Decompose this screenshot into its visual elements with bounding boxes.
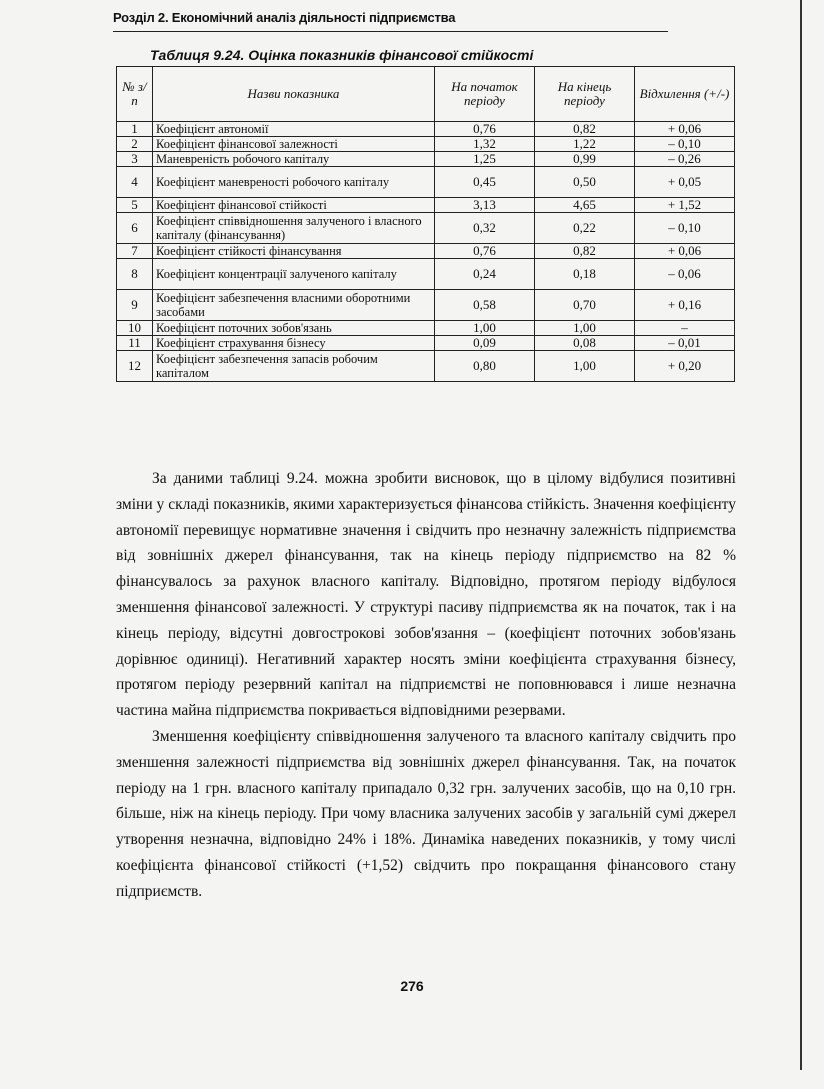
indicator-name: Коефіцієнт поточних зобов'язань xyxy=(153,321,435,336)
header-rule xyxy=(113,31,668,32)
value-end: 0,50 xyxy=(535,167,635,198)
value-deviation: – 0,26 xyxy=(635,152,735,167)
value-start: 0,45 xyxy=(435,167,535,198)
value-deviation: + 0,06 xyxy=(635,122,735,137)
table-row xyxy=(117,290,735,321)
table-row xyxy=(117,213,735,244)
table-row xyxy=(117,152,735,167)
value-start: 0,58 xyxy=(435,290,535,321)
value-start: 1,25 xyxy=(435,152,535,167)
value-end: 0,99 xyxy=(535,152,635,167)
value-start: 0,76 xyxy=(435,244,535,259)
value-deviation: + 0,06 xyxy=(635,244,735,259)
table-row xyxy=(117,137,735,152)
row-number: 9 xyxy=(117,290,153,321)
value-start: 3,13 xyxy=(435,198,535,213)
value-end: 4,65 xyxy=(535,198,635,213)
value-end: 0,82 xyxy=(535,122,635,137)
indicator-name: Маневреність робочого капіталу xyxy=(153,152,435,167)
value-deviation: – 0,10 xyxy=(635,213,735,244)
indicator-name: Коефіцієнт автономії xyxy=(153,122,435,137)
table-row xyxy=(117,336,735,351)
row-number: 11 xyxy=(117,336,153,351)
body-text xyxy=(116,466,736,905)
indicator-name: Коефіцієнт стійкості фінансування xyxy=(153,244,435,259)
value-deviation: – 0,10 xyxy=(635,137,735,152)
value-start: 0,76 xyxy=(435,122,535,137)
value-end: 0,22 xyxy=(535,213,635,244)
financial-stability-table xyxy=(116,66,735,382)
indicator-name: Коефіцієнт забезпечення запасів робочим капіталом xyxy=(153,351,435,382)
column-header-number: № з/п xyxy=(117,67,153,122)
value-start: 0,32 xyxy=(435,213,535,244)
table-caption: Таблиця 9.24. Оцінка показників фінансової стійкості xyxy=(150,47,534,63)
value-deviation: – 0,06 xyxy=(635,259,735,290)
paragraph: Зменшення коефіцієнту співвідношення залученого та власного капіталу свідчить про зменшення залежності підприємства від зовнішніх джерел фінансування. Так, на початок періоду на 1 грн. власного капіталу припадало 0,32 грн. залучених засобів, що на 0,10 грн. більше, ніж на кінець періоду. При чому власника залучених засобів у загальній сумі джерел утворення незначна, відповідно 24% і 18%. Динаміка наведених показників, у тому числі коефіцієнта фінансової стійкості (+1,52) свідчить про покращання фінансового стану підприємств. xyxy=(116,727,736,900)
table-header-row xyxy=(117,67,735,122)
page-number: 276 xyxy=(400,978,424,994)
value-end: 0,82 xyxy=(535,244,635,259)
value-end: 1,00 xyxy=(535,351,635,382)
table-row xyxy=(117,198,735,213)
row-number: 3 xyxy=(117,152,153,167)
value-deviation: + 0,20 xyxy=(635,351,735,382)
row-number: 6 xyxy=(117,213,153,244)
value-start: 1,00 xyxy=(435,321,535,336)
row-number: 7 xyxy=(117,244,153,259)
value-deviation: + 0,16 xyxy=(635,290,735,321)
table-row xyxy=(117,259,735,290)
value-deviation: – xyxy=(635,321,735,336)
row-number: 1 xyxy=(117,122,153,137)
value-start: 0,09 xyxy=(435,336,535,351)
value-end: 0,18 xyxy=(535,259,635,290)
paragraph: За даними таблиці 9.24. можна зробити висновок, що в цілому відбулися позитивні зміни у складі показників, якими характеризується фінансова стійкість. Значення коефіцієнту автономії перевищує нормативне значення і свідчить про незначну залежність підприємства від зовнішніх джерел фінансування, так на кінець періоду підприємство на 82 % фінансувалось за рахунок власного капіталу. Відповідно, протягом періоду відбулося зменшення фінансової залежності. У структурі пасиву підприємства як на початок, так і на кінець періоду, відсутні довгострокові зобов'язання – (коефіцієнт поточних зобов'язань дорівнює одиниці). Негативний характер носять зміни коефіцієнта страхування бізнесу, протягом періоду резервний капітал на підприємстві не поповнювався і лише незначна частина майна підприємства покривається відповідними резервами. xyxy=(116,470,736,720)
value-deviation: – 0,01 xyxy=(635,336,735,351)
column-header-start: На початок періоду xyxy=(435,67,535,122)
value-deviation: + 0,05 xyxy=(635,167,735,198)
table-row xyxy=(117,244,735,259)
column-header-deviation: Відхилення (+/-) xyxy=(635,67,735,122)
row-number: 4 xyxy=(117,167,153,198)
table-row xyxy=(117,321,735,336)
running-header: Розділ 2. Економічний аналіз діяльності підприємства xyxy=(113,10,456,25)
value-start: 0,24 xyxy=(435,259,535,290)
indicator-name: Коефіцієнт фінансової залежності xyxy=(153,137,435,152)
indicator-name: Коефіцієнт страхування бізнесу xyxy=(153,336,435,351)
indicator-name: Коефіцієнт забезпечення власними оборотними засобами xyxy=(153,290,435,321)
indicator-name: Коефіцієнт маневреності робочого капіталу xyxy=(153,167,435,198)
value-end: 0,70 xyxy=(535,290,635,321)
value-start: 0,80 xyxy=(435,351,535,382)
indicator-name: Коефіцієнт співвідношення залученого і власного капіталу (фінансування) xyxy=(153,213,435,244)
row-number: 12 xyxy=(117,351,153,382)
indicator-name: Коефіцієнт фінансової стійкості xyxy=(153,198,435,213)
column-header-name: Назви показника xyxy=(153,67,435,122)
value-deviation: + 1,52 xyxy=(635,198,735,213)
row-number: 2 xyxy=(117,137,153,152)
value-end: 1,22 xyxy=(535,137,635,152)
column-header-end: На кінець періоду xyxy=(535,67,635,122)
row-number: 10 xyxy=(117,321,153,336)
page-edge-line xyxy=(800,0,802,1070)
indicator-name: Коефіцієнт концентрації залученого капіталу xyxy=(153,259,435,290)
table-row xyxy=(117,167,735,198)
value-end: 0,08 xyxy=(535,336,635,351)
value-end: 1,00 xyxy=(535,321,635,336)
row-number: 8 xyxy=(117,259,153,290)
value-start: 1,32 xyxy=(435,137,535,152)
table-row xyxy=(117,351,735,382)
table-row xyxy=(117,122,735,137)
row-number: 5 xyxy=(117,198,153,213)
